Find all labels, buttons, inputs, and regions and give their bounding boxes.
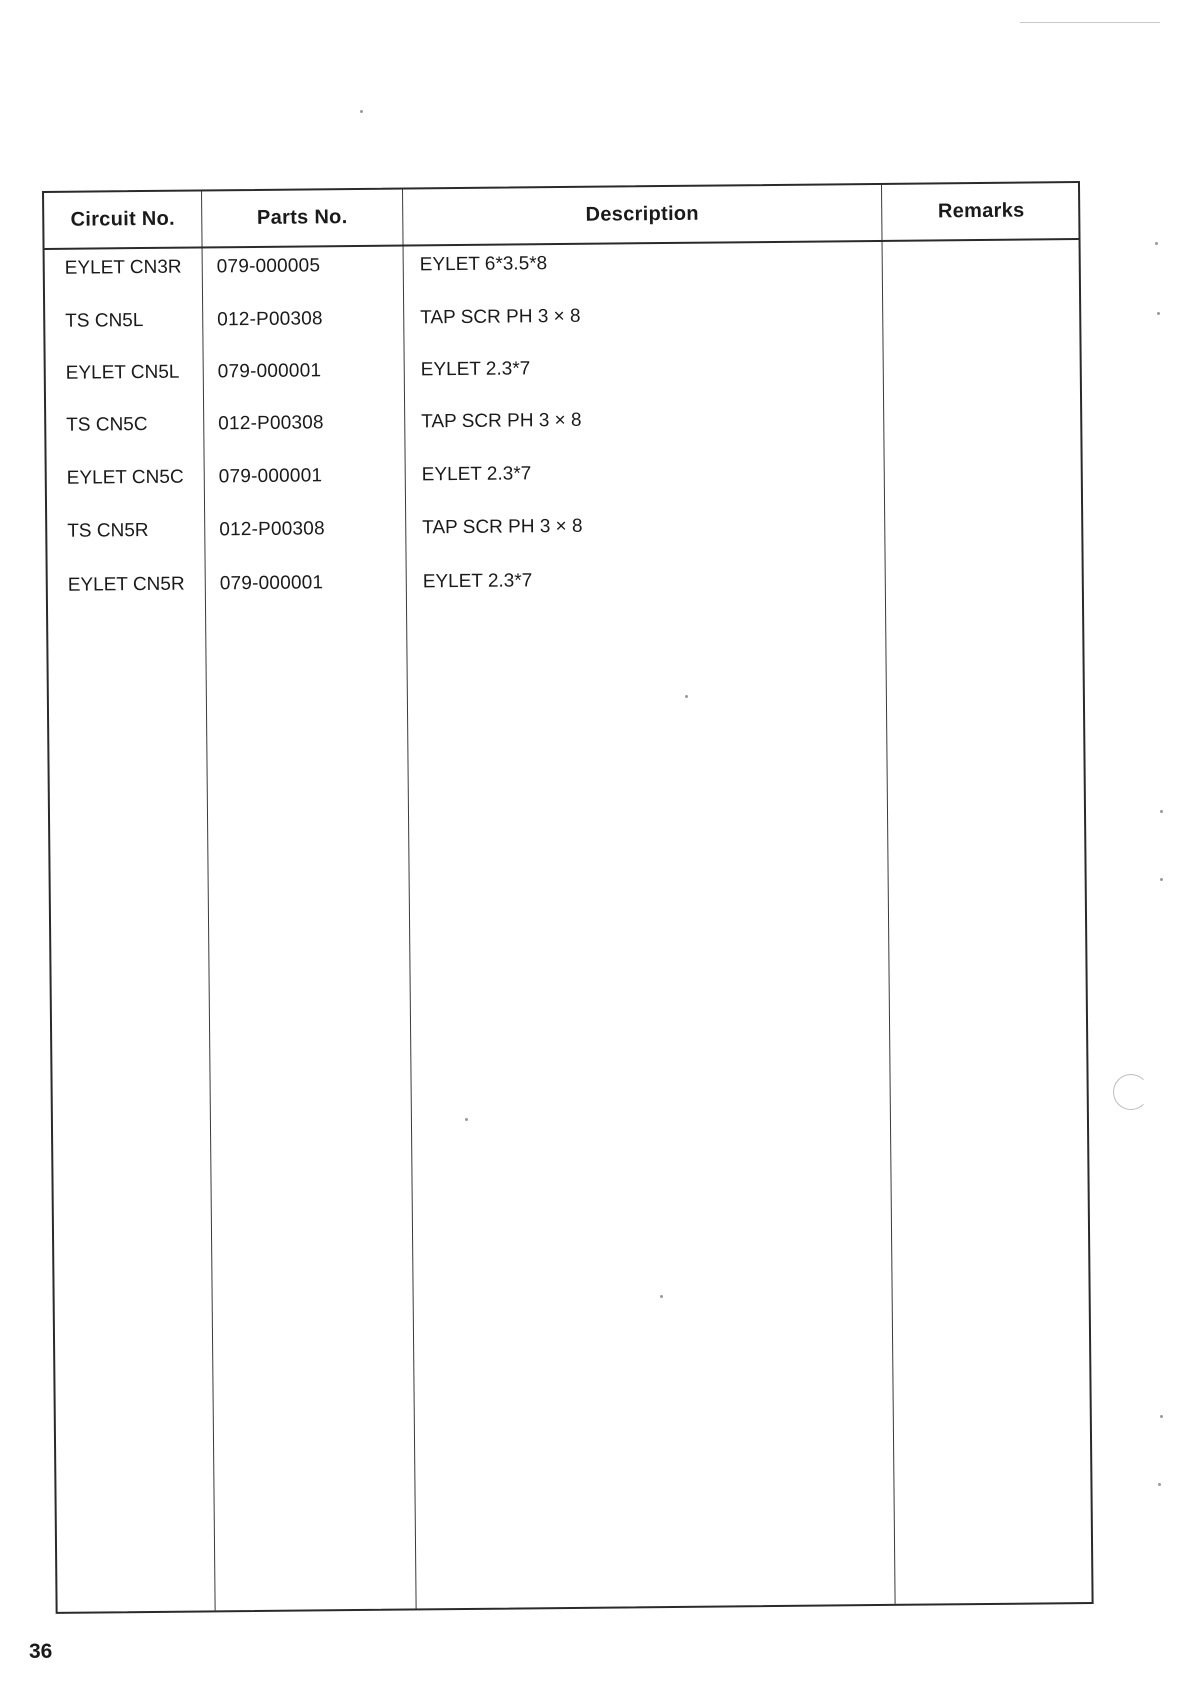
parts-no-cell: 012-P00308 [218, 412, 324, 435]
circuit-no-cell: EYLET CN3R [64, 256, 182, 279]
scan-speck [1158, 1483, 1161, 1486]
table-row [48, 556, 1082, 606]
description-cell: EYLET 2.3*7 [420, 358, 531, 381]
header-description: Description [585, 202, 700, 226]
page-number: 36 [29, 1640, 53, 1663]
description-cell: EYLET 2.3*7 [422, 570, 533, 593]
table-row [47, 502, 1081, 552]
description-cell: EYLET 2.3*7 [421, 463, 532, 486]
description-cell: EYLET 6*3.5*8 [419, 253, 548, 276]
parts-no-cell: 079-000001 [219, 572, 324, 595]
parts-no-cell: 012-P00308 [219, 518, 325, 541]
table-row [46, 344, 1080, 394]
parts-table [42, 181, 1094, 1614]
circuit-no-cell: TS CN5R [67, 519, 149, 542]
header-circuit-no: Circuit No. [70, 207, 176, 231]
circuit-no-cell: TS CN5L [65, 310, 144, 332]
description-cell: TAP SCR PH 3 × 8 [420, 305, 581, 329]
scan-speck [1155, 242, 1158, 245]
circuit-no-cell: EYLET CN5C [66, 466, 184, 489]
table-row [45, 239, 1079, 289]
scan-speck [1160, 878, 1163, 881]
circuit-no-cell: EYLET CN5L [65, 361, 180, 384]
scan-artifact-line [1020, 22, 1160, 23]
parts-no-cell: 079-000001 [218, 465, 323, 488]
description-cell: TAP SCR PH 3 × 8 [421, 409, 582, 433]
punch-hole-mark [1113, 1074, 1149, 1110]
table-row [45, 292, 1079, 342]
parts-no-cell: 079-000001 [217, 360, 322, 383]
scan-speck [360, 110, 363, 113]
circuit-no-cell: TS CN5C [66, 413, 148, 436]
parts-no-cell: 079-000005 [216, 255, 321, 278]
circuit-no-cell: EYLET CN5R [67, 573, 185, 596]
header-parts-no: Parts No. [256, 206, 348, 229]
scan-speck [1157, 312, 1160, 315]
table-row [46, 396, 1080, 446]
scan-speck [1160, 1415, 1163, 1418]
table-row [47, 449, 1081, 499]
scan-speck [1160, 810, 1163, 813]
parts-no-cell: 012-P00308 [217, 308, 323, 331]
header-remarks: Remarks [937, 199, 1025, 223]
description-cell: TAP SCR PH 3 × 8 [422, 515, 583, 539]
